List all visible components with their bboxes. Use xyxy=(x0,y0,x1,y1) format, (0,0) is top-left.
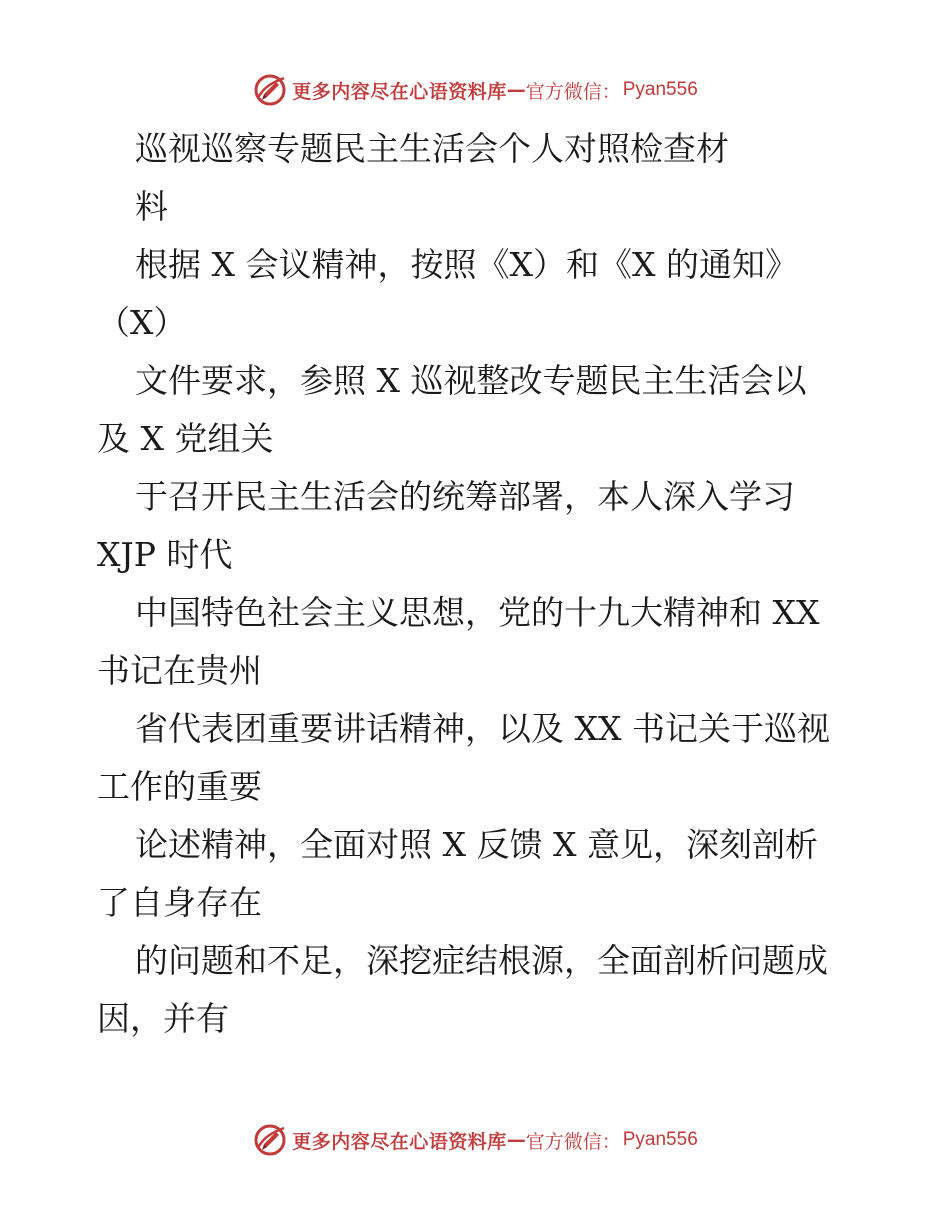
document-text-line-9: 省代表团重要讲话精神，以及 XX 书记关于巡视 xyxy=(135,709,830,748)
document-text-line-8: 书记在贵州 xyxy=(97,651,262,690)
document-text-line-14: 因，并有 xyxy=(97,999,229,1038)
watermark-wechat-id: Pyan556 xyxy=(622,1129,698,1150)
document-title-line-1: 巡视巡察专题民主生活会个人对照检查材 xyxy=(135,129,729,168)
watermark-wechat-id: Pyan556 xyxy=(622,79,698,100)
document-text-line-4: 及 X 党组关 xyxy=(97,419,274,458)
document-text-line-2: （X） xyxy=(97,303,187,342)
watermark-main-text: 更多内容尽在心语资料库 xyxy=(292,1130,507,1153)
document-text-line-1: 根据 X 会议精神，按照《X）和《X 的通知》 xyxy=(135,245,798,284)
document-text-line-10: 工作的重要 xyxy=(97,767,262,806)
document-text-line-6: XJP 时代 xyxy=(97,535,233,574)
watermark-wechat-label: 官方微信： xyxy=(525,1130,621,1153)
document-text-line-7: 中国特色社会主义思想，党的十九大精神和 XX xyxy=(135,593,820,632)
document-text-line-13: 的问题和不足，深挖症结根源，全面剖析问题成 xyxy=(135,941,828,980)
watermark-dash: — xyxy=(506,79,526,101)
document-text-line-3: 文件要求，参照 X 巡视整改专题民主生活会以 xyxy=(135,361,807,400)
watermark-banner-top xyxy=(0,70,950,110)
watermark-banner-bottom xyxy=(0,1120,950,1160)
document-title-line-2: 料 xyxy=(135,187,168,226)
watermark-dash: — xyxy=(506,1129,526,1151)
pen-circle-logo-icon xyxy=(252,1122,288,1158)
pen-circle-logo-icon xyxy=(252,72,288,108)
watermark-main-text: 更多内容尽在心语资料库 xyxy=(292,80,507,103)
document-text-line-12: 了自身存在 xyxy=(97,883,262,922)
document-text-line-11: 论述精神，全面对照 X 反馈 X 意见，深刻剖析 xyxy=(135,825,818,864)
document-text-line-5: 于召开民主生活会的统筹部署，本人深入学习 xyxy=(135,477,795,516)
watermark-wechat-label: 官方微信： xyxy=(525,80,621,103)
